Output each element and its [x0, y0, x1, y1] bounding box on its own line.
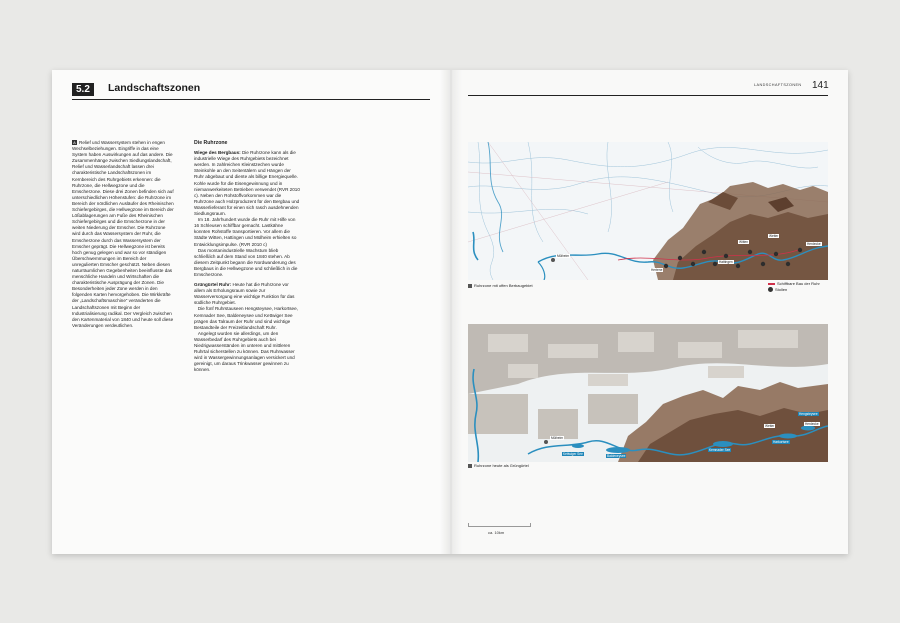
- paragraph: Das montanindustrielle Wachstum blieb schließlich auf dem Stand von 1840 stehen. Ab diesem Zeitpunkt begann die Nordwanderung des Bergbaus in die Hellwegzone und schließlich in die Emscherzone.: [194, 247, 298, 277]
- text-column-1: [72, 140, 174, 329]
- map-place-label: Baldeneysee: [607, 454, 626, 458]
- scale-tick: [530, 523, 531, 527]
- header-rule: [72, 99, 430, 100]
- map-historic-graphic: [468, 142, 828, 280]
- map-historic: [468, 142, 828, 280]
- right-page: [450, 70, 848, 554]
- paragraph: Heute hat die Ruhrzone vor allem als Erholungsraum sowie zur Wasserversorgung eine wichtige Funktion für das südliche Ruhrgebiet.: [194, 282, 295, 306]
- map-place-label: Kettwiger See: [563, 452, 583, 456]
- scale-label: ca. 10km: [488, 530, 505, 535]
- chapter-number: 5.2: [72, 83, 94, 96]
- route-line-icon: [768, 283, 775, 285]
- map-place-label: Harkortsee: [773, 440, 789, 444]
- page-number: 141: [812, 80, 829, 91]
- mine-dot-icon: [768, 287, 773, 292]
- map-today-caption: [468, 463, 529, 468]
- intro-marker: A: [73, 140, 76, 146]
- map-place-label: Wetter: [765, 424, 775, 428]
- running-head: LANDSCHAFTSZONEN: [754, 83, 802, 87]
- paragraph: Angelegt wurden sie allerdings, um den Wasserbedarf des Ruhrgebiets auch bei Niedrigwasserständen im unteren und mittleren Ruhrtal sicherstellen zu können. Das Ruhrwasser wird in Wassergewinnungsanlagen versickert und gereinigt, um daraus Trinkwasser gewinnen zu können.: [194, 330, 295, 373]
- legend-label: Schiffbare Bau der Ruhr: [777, 281, 820, 286]
- map-legend: [768, 281, 820, 293]
- map-place-label: Mülheim: [551, 436, 564, 440]
- map-place-label: Hengsteysee: [799, 412, 818, 416]
- map-place-label: Kemnader See: [709, 448, 731, 452]
- paragraph: Die fünf Ruhrstauseen Hengsteysee, Harkortsee, Kemnader See, Baldeneysee und Kettwiger See prägen das Talraum der Ruhr und sind wichtige Bestandteile der Freizeitlandschaft Ruhr.: [194, 306, 298, 330]
- map-place-label: Herdecke: [807, 242, 821, 246]
- map-place-label: Mülheim: [557, 254, 570, 258]
- paragraph: Die Ruhrzone kann als die industrielle Wiege des Ruhrgebiets bezeichnet werden. In zahlreichen Kleinstzechen wurde Steinkohle an den Seitentälern und Hängen der Ruhr abgebaut und diente als billige Energiequelle. Kohle wurde für die Eisengewinnung und in niemanwerkeiteten Betrieben verwendet (RVR 2010 c). Neben den Rohstoffvorkommen war die Ruhrzone auch Holzproduzent für den Bergbau und Wasserlieferant für einen sich rasch ausdehnenden Siedlungsraum.: [194, 150, 300, 217]
- header-rule: [468, 95, 828, 96]
- map-place-label: Hattingen: [719, 260, 733, 264]
- section-heading: Die Ruhrzone: [194, 140, 228, 146]
- scale-tick: [468, 523, 469, 527]
- left-page: [52, 70, 450, 554]
- map-place-label: Herdecke: [805, 422, 819, 426]
- map-today: [468, 324, 828, 462]
- text-column-2: [194, 140, 300, 373]
- paragraph-lead: Grüngürtel Ruhr:: [194, 282, 232, 288]
- chapter-title: Landschaftszonen: [108, 82, 201, 94]
- map-historic-caption: [468, 283, 533, 288]
- map-place-label: Witten: [739, 240, 749, 244]
- legend-label: Stollen: [775, 287, 788, 292]
- scale-bar: [468, 526, 530, 527]
- caption-text: Ruhrzone heute als Grüngürtel: [474, 463, 529, 468]
- intro-text: Relief und Wassersystem stehen in engen Wechselbeziehungen. Eingriffe in das eine System haben Auswirkungen auf das andere. Die Zusammenhänge zwischen Siedlungslandschaft, Relief und Wasserlandschaft lassen drei charakteristische Landschaftszonen im Kernbereich des Ruhrgebiets erkennen: die Ruhrzone, die Hellwegzone und die Emscherzone. Diese drei Zonen befinden sich auf unterschiedlichen Höhenstufen: die Ruhrzone im Bereich der nördlichen Ausläufer des Rheinischen Schiefergebirges, die Hellwegzone im Bereich der Lößablagerungen am Fuße des Rheinischen Schiefergebirges und die Emscherzone in der weiten Niederung der Emscher. Die Ruhrzone wird durch das Wassersystem der Ruhr, die Emscherzone durch das Wassersystem der Emscher geprägt. Die Hellwegzone ist bereits hoch genug gelegen und war so vor ständigen Überschwemmungen im Bereich der unregulierten Emscher geschützt. Neben diesen naturräumlichen Gegebenheiten beeinflusste das menschliche Handeln und Wirtschaften die charakteristische Ausprägung der Zonen. Die Besonderheiten jeder Zone werden in den folgenden Karten hervorgehoben. Die Wirkkräfte der „Landschaftsmaschine“ veränderten die Landschaftszonen mit Beginn der Industrialisierung radikal. Der Vergleich zwischen den Kartenmaterial von 1840 und heute soll diese Veränderungen verdeutlichen.: [72, 140, 174, 328]
- caption-text: Ruhrzone mit offen Berbaugebiet: [474, 283, 533, 288]
- book-spread: [52, 70, 848, 554]
- map-place-label: Hertene: [651, 268, 663, 272]
- map-place-label: Wetter: [769, 234, 779, 238]
- paragraph-lead: Wiege des Bergbaus:: [194, 150, 241, 156]
- paragraph: Im 18. Jahrhundert wurde die Ruhr mit Hilfe von 16 Schleusen schiffbar gemacht. Lastkähne konnten Rohstoffe transportieren. Vor allem die Städte Witten, Hattingen und Mülheim erhielten so Entwicklungsimpulse. (RVR 2010 c): [194, 217, 297, 247]
